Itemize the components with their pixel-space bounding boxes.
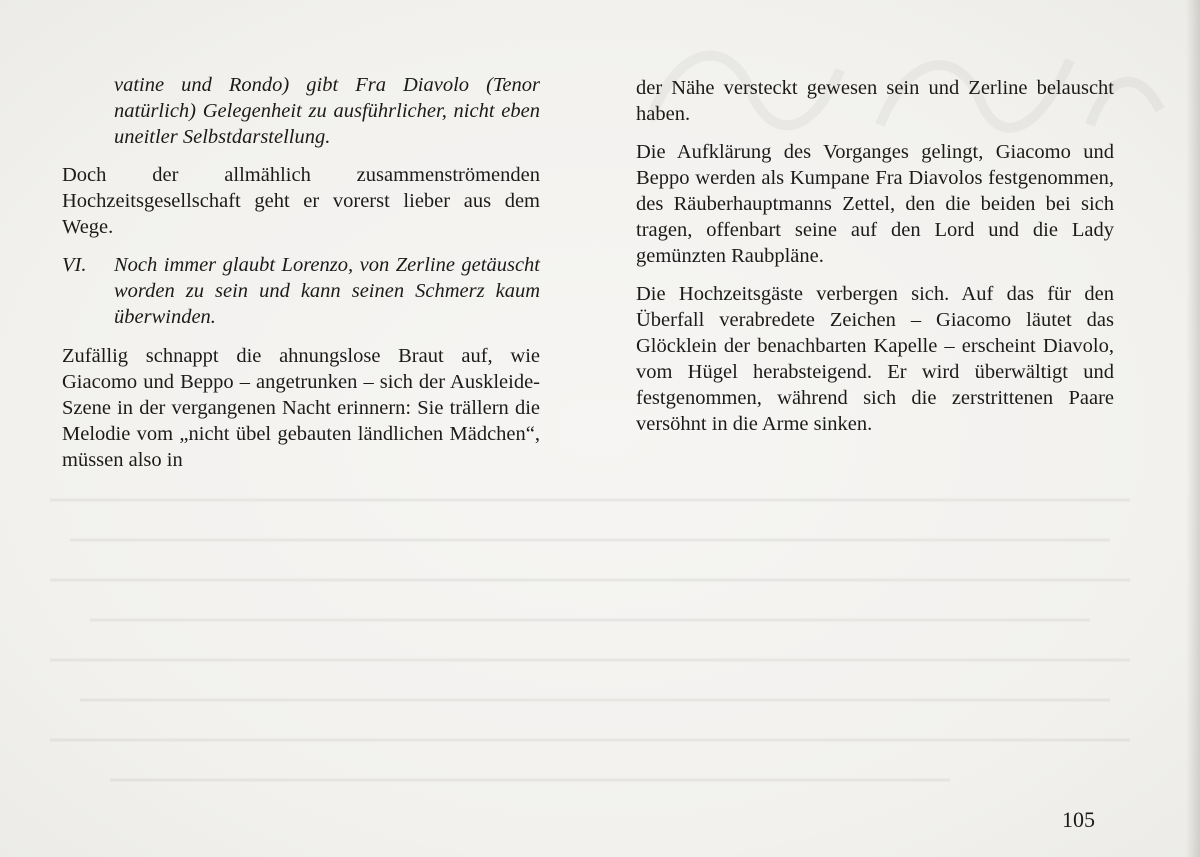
right-paragraph-3: Die Hochzeitsgäste verbergen sich. Auf das für den Überfall verabredete Zeichen – Giacomo läutet das Glöcklein der benachbarten Kapelle – erscheint Diavolo, vom Hügel herabsteigend. Er wird überwältigt und festgenommen, während sich die zerstrittenen Paare versöhnt in die Arme sinken.	[636, 283, 1114, 435]
page-number: 105	[1062, 807, 1095, 832]
section-text: Noch immer glaubt Lorenzo, von Zerline getäuscht worden zu sein und kann seinen Schmerz kaum überwinden.	[114, 254, 540, 328]
left-paragraph-2: Zufällig schnappt die ahnungslose Braut auf, wie Giacomo und Beppo – angetrunken – sich der Auskleide-Szene in der vergangenen Nacht erinnern: Sie trällern die Melodie vom „nicht übel gebauten ländlichen Mädchen“, müssen also in	[62, 345, 540, 471]
left-paragraph-1: Doch der allmählich zusammenströmenden Hochzeitsgesellschaft geht er vorerst lieber aus dem Wege.	[62, 164, 540, 238]
right-column	[636, 75, 1114, 449]
intro-note: vatine und Rondo) gibt Fra Diavolo (Tenor natürlich) Gelegenheit zu ausführlicher, nicht eben uneitler Selbstdarstellung.	[114, 74, 540, 148]
section-number: VI.	[62, 254, 87, 276]
right-paragraph-2: Die Aufklärung des Vorganges gelingt, Giacomo und Beppo werden als Kumpane Fra Diavolos festgenommen, des Räuberhauptmanns Zettel, den die beiden bei sich tragen, offenbart seine auf den Lord und die Lady gemünzten Raubpläne.	[636, 141, 1114, 267]
section-vi	[62, 252, 540, 330]
left-column	[62, 72, 540, 485]
bleed-through-text	[50, 480, 1150, 800]
right-paragraph-1: der Nähe versteckt gewesen sein und Zerline belauscht haben.	[636, 77, 1114, 125]
page-edge-shadow	[1186, 0, 1200, 857]
